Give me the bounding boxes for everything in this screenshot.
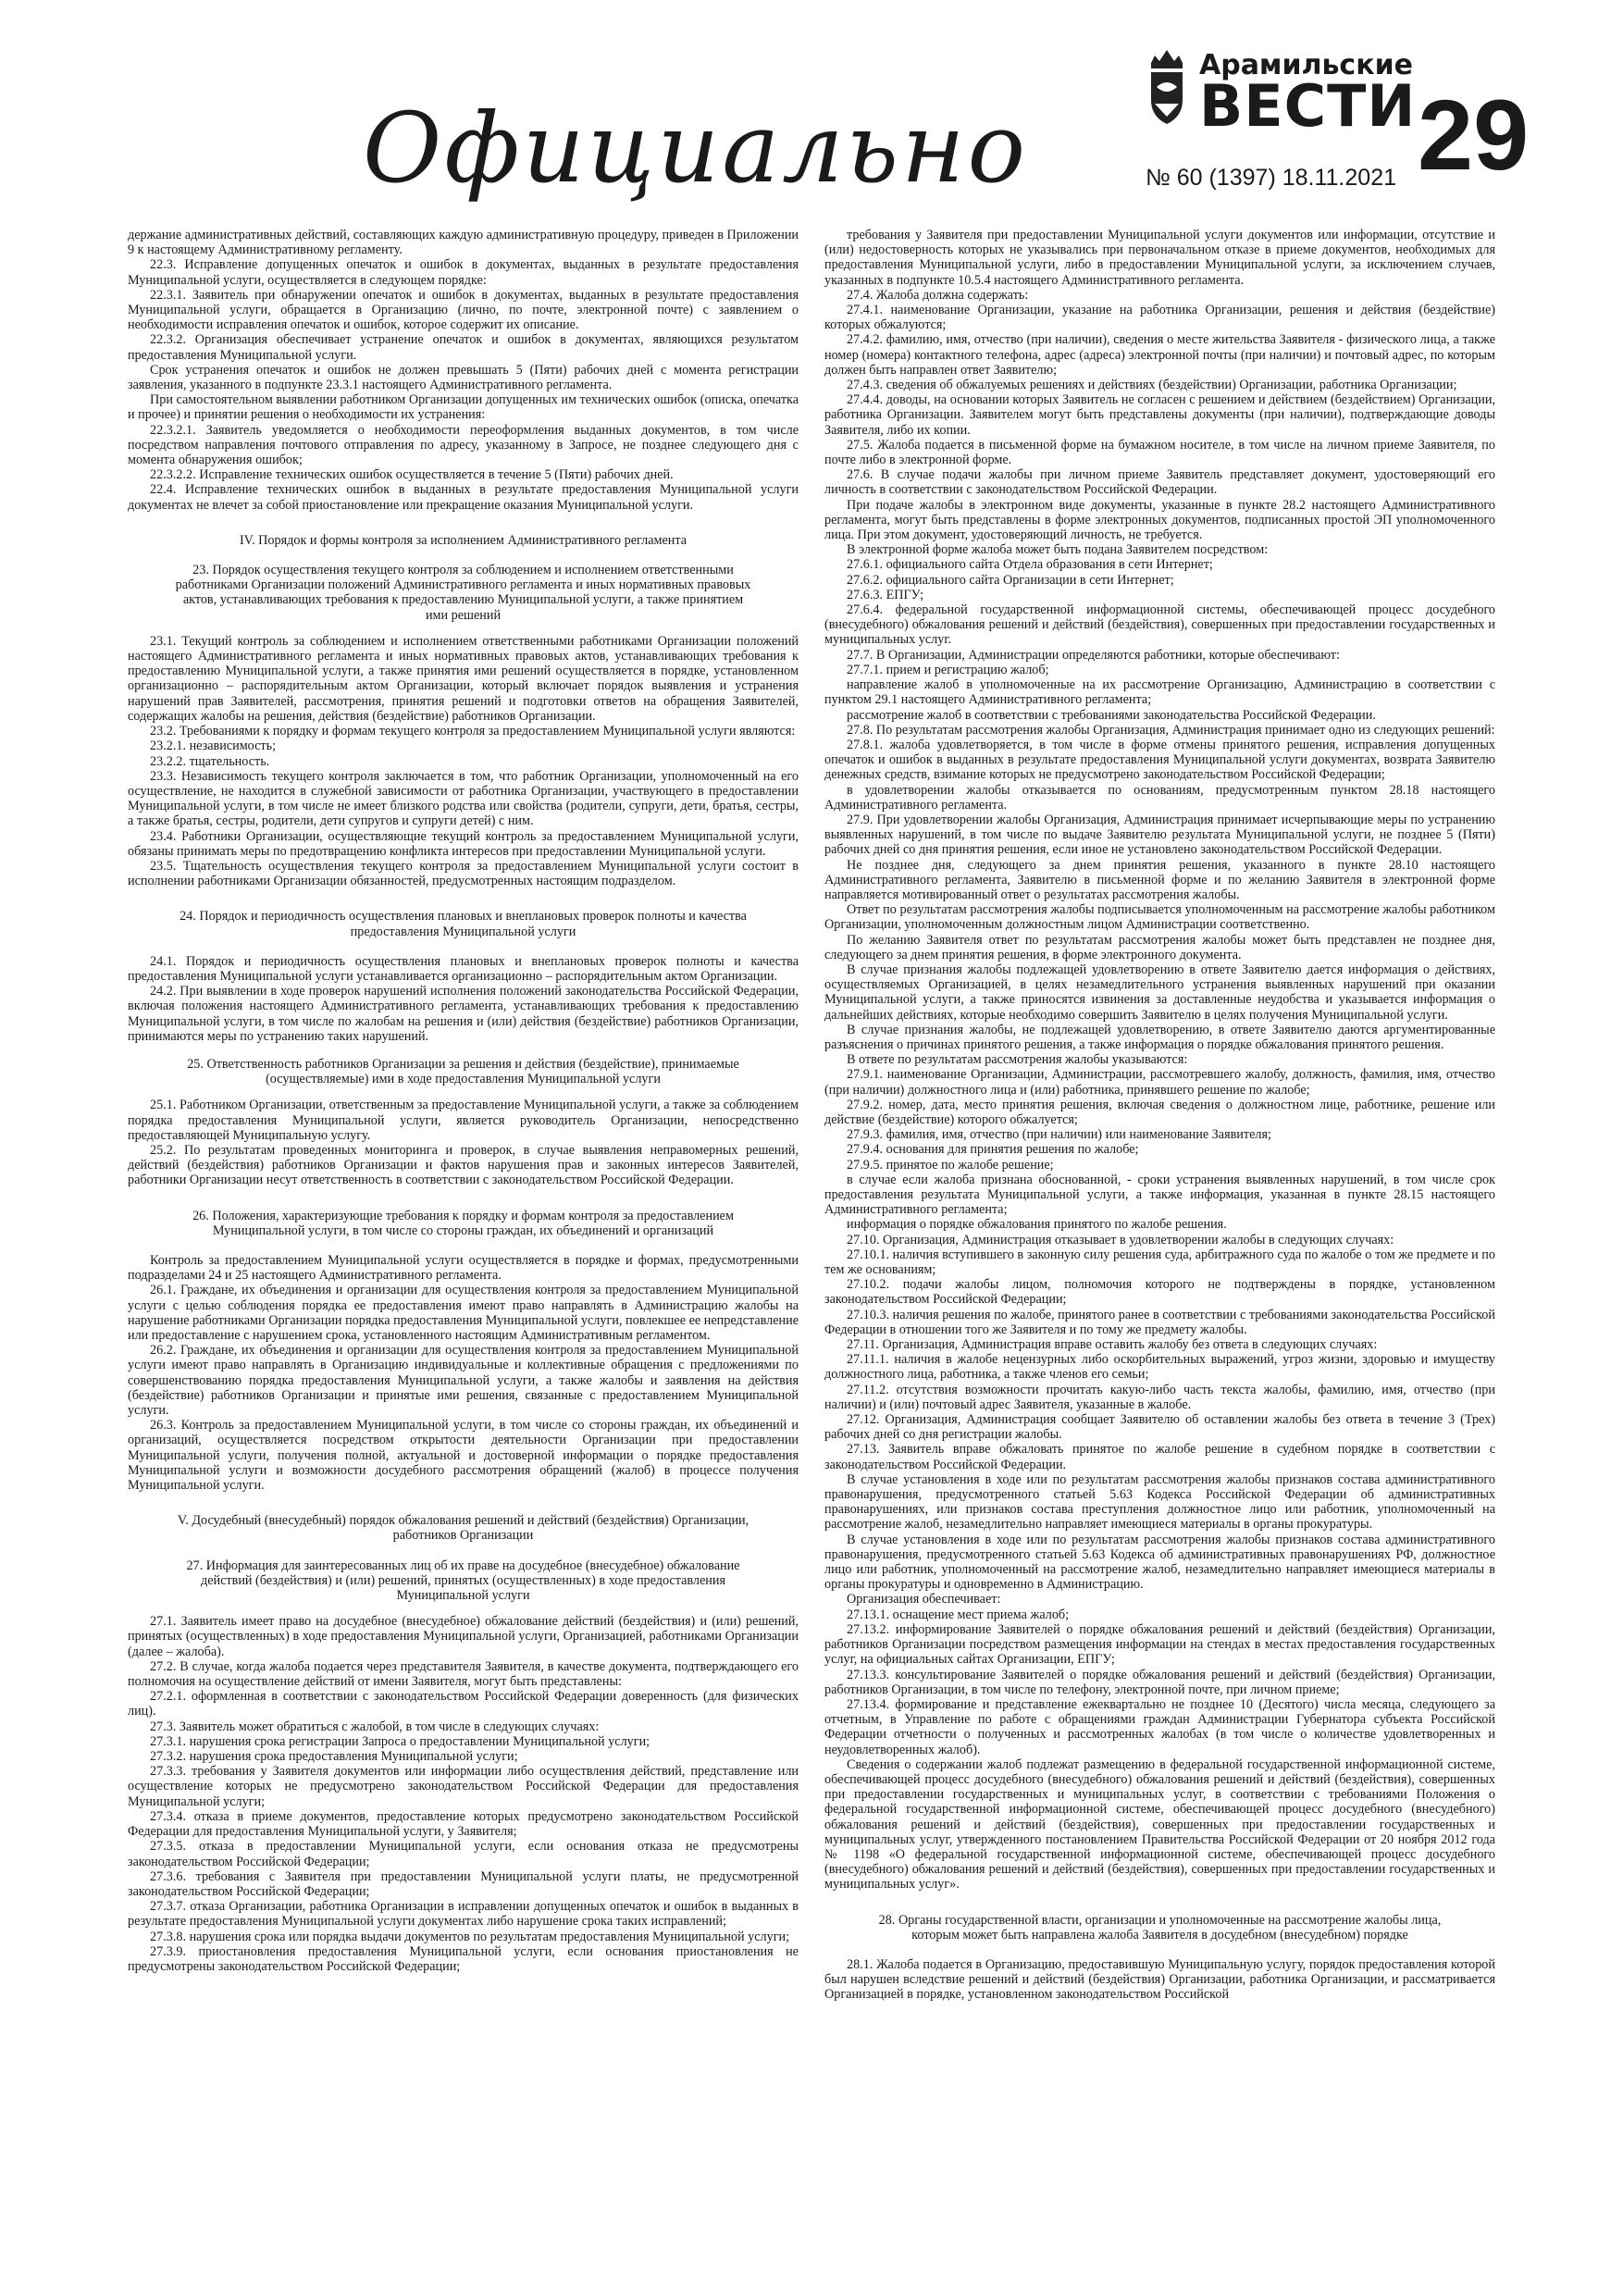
paragraph: 22.4. Исправление технических ошибок в выданных в результате предоставления Муниципальной услуги документах не влечет за собой приостановление или прекращение оказания Муниципальной услуги.: [128, 482, 799, 513]
page-number: 29: [1418, 79, 1530, 191]
paragraph: 27.4.1. наименование Организации, указание на работника Организации, решения и действия (бездействие) которых обжалуются;: [824, 303, 1495, 333]
paragraph: 27.13.2. информирование Заявителей о порядке обжалования решений и действий (бездействия) Организации, работников Организации посредством размещения информации на стендах в местах предоставления государственных услуг, на официальных сайтах Организации, ЕПГУ;: [824, 1621, 1495, 1668]
city-emblem-icon: [1146, 43, 1188, 126]
paragraph: В случае установления в ходе или по результатам рассмотрения жалобы признаков состава административного правонарушения, предусмотренного статьей 5.63 Кодекса об административных правонарушениях РФ, должностное лицо или работник, уполномоченный на рассмотрение жалоб, незамедлительно направляет имеющиеся материалы в органы прокуратуры и одновременно в Администрацию.: [824, 1532, 1495, 1593]
paragraph: 27.9.3. фамилия, имя, отчество (при наличии) или наименование Заявителя;: [847, 1127, 1271, 1143]
paragraph: 27.3.3. требования у Заявителя документов или информации либо осуществления действий, представление или осуществление которых не предусмотрено законодательством Российской Федерации для предоставления Муниципальной услуги;: [128, 1764, 799, 1809]
paragraph: 27.10.3. наличия решения по жалобе, принятого ранее в соответствии с требованиями законодательства Российской Федерации в отношении того же Заявителя и по тому же предмету жалобы.: [824, 1307, 1495, 1337]
paragraph: При подаче жалобы в электронном виде документы, указанные в пункте 28.2 настоящего Административного регламента, могут быть представлены в форме электронных документов, подписанных простой ЭП уполномоченного лица. При этом документ, удостоверяющий личность, не требуется.: [824, 497, 1495, 543]
paragraph: Организация обеспечивает:: [847, 1592, 1001, 1607]
paragraph: 27.9.1. наименование Организации, Администрации, рассмотревшего жалобу, должность, фамилия, имя, отчество (при наличии) должностного лица и (или) работника, принявшего решение по жалобе;: [824, 1067, 1495, 1098]
paragraph: Не позднее дня, следующего за днем принятия решения, указанного в пункте 28.10 настоящего Административного регламента, Заявителю в письменной форме и по желанию Заявителя в электронной форме направляется мотивированный ответ о результатах рассмотрения жалобы.: [824, 857, 1495, 902]
paragraph: Сведения о содержании жалоб подлежат размещению в федеральной государственной информационной системе, обеспечивающей процесс досудебного (внесудебного) обжалования решений и действий (бездействия), совершенных при предоставлении государственных и муниципальных услуг, в соответствии с требованиями Положения о федеральной государственной информационной системе, обеспечивающей процесс досудебного (внесудебного) обжалования решений и действий (бездействия), совершенных при предоставлении государственных и муниципальных услуг, утвержденного постановлением Правительства Российской Федерации от 20 ноября 2012 года № 1198 «О федеральной государственной информационной системе, обеспечивающей процесс досудебного (внесудебного) обжалования решений и действий (бездействия), совершенных при предоставлении государственных и муниципальных услуг».: [824, 1756, 1495, 1893]
paragraph: 27.13. Заявитель вправе обжаловать принятое по жалобе решение в судебном порядке в соответствии с законодательством Российской Федерации.: [824, 1442, 1495, 1472]
paragraph: 27.4.4. доводы, на основании которых Заявитель не согласен с решением и действием (бездействием) Организации, работника Организации. Заявителем могут быть представлены документы (при наличии), подтверждающие доводы Заявителя, либо их копии.: [824, 392, 1495, 438]
paragraph: В случае признания жалобы подлежащей удовлетворению в ответе Заявителю дается информация о действиях, осуществляемых Организацией, в целях незамедлительного устранения выявленных нарушений при оказании Муниципальной услуги, а также приносятся извинения за доставленные неудобства и указывается информация о дальнейших действиях, которые необходимо совершить Заявителю в целях получения Муниципальной услуги.: [824, 962, 1495, 1023]
newspaper-logo: [1146, 35, 1417, 146]
paragraph: 24.2. При выявлении в ходе проверок нарушений исполнения положений законодательства Российской Федерации, включая положения настоящего Административного регламента, устанавливающих требования к предоставлению Муниципальной услуги, в том числе по жалобам на решения и (или) действия (бездействие) работников Организации, принимаются меры по устранению таких нарушений.: [128, 984, 799, 1044]
paragraph: в случае если жалоба признана обоснованной, - сроки устранения выявленных нарушений, в том числе срок предоставления результата Муниципальной услуги, а также информация, указанная в пункте 28.15 настоящего Административного регламента;: [824, 1172, 1495, 1218]
paragraph: 25.1. Работником Организации, ответственным за предоставление Муниципальной услуги, а также за соблюдением порядка предоставления Муниципальной услуги, является руководитель Организации, непосредственно предоставляющей Муниципальную услугу.: [128, 1098, 799, 1143]
paragraph: 27.11. Организация, Администрация вправе оставить жалобу без ответа в следующих случаях:: [847, 1337, 1378, 1353]
paragraph: 27.9. При удовлетворении жалобы Организация, Администрация принимает исчерпывающие меры по устранению выявленных нарушений, в том числе по выдаче Заявителю результата Муниципальной услуги, не позднее 5 (Пяти) рабочих дней со дня принятия решения, если иное не установлено законодательством Российской Федерации.: [824, 812, 1495, 858]
paragraph: 23.5. Тщательность осуществления текущего контроля за предоставлением Муниципальной услуги состоит в исполнении работниками Организации обязанностей, предусмотренных настоящим подразделом.: [128, 858, 799, 889]
brand-name-main: ВЕСТИ: [1199, 72, 1417, 140]
paragraph: В случае признания жалобы, не подлежащей удовлетворению, в ответе Заявителю даются аргументированные разъяснения о причинах принятого решения, а также информация о порядке обжалования принятого решения.: [824, 1022, 1495, 1052]
paragraph: 23.2.1. независимость;: [150, 738, 277, 754]
text-column-left: [128, 228, 799, 2273]
paragraph: 27.3.7. отказа Организации, работника Организации в исправлении допущенных опечаток и ошибок в выданных в результате предоставления Муниципальной услуги документах либо нарушение срока таких исправлений;: [128, 1899, 799, 1930]
section-heading: V. Досудебный (внесудебный) порядок обжалования решений и действий (бездействия) Организации, работников Организации: [177, 1513, 750, 1544]
paragraph: 22.3. Исправление допущенных опечаток и ошибок в документах, выданных в результате предоставления Муниципальной услуги, осуществляется в следующем порядке:: [128, 257, 799, 288]
paragraph: 27.6.4. федеральной государственной информационной системы, обеспечивающей процесс досудебного (внесудебного) обжалования решений и действий (бездействия), совершенных при предоставлении государственных и муниципальных услуг.: [824, 602, 1495, 648]
paragraph: 22.3.2. Организация обеспечивает устранение опечаток и ошибок в документах, являющихся результатом предоставления Муниципальной услуги.: [128, 332, 799, 363]
paragraph: Ответ по результатам рассмотрения жалобы подписывается уполномоченным на рассмотрение жалобы работником Организации, уполномоченным должностным лицом Администрации соответственно.: [824, 902, 1495, 933]
paragraph: 23.2. Требованиями к порядку и формам текущего контроля за предоставлением Муниципальной услуги являются:: [150, 724, 796, 739]
paragraph: В случае установления в ходе или по результатам рассмотрения жалобы признаков состава административного правонарушения, предусмотренного статьей 5.63 Кодекса Российской Федерации об административных правонарушениях, или признаков состава преступления должностное лицо или работник, уполномоченный на рассмотрение жалоб, незамедлительно направляет имеющиеся материалы в органы прокуратуры.: [824, 1471, 1495, 1533]
paragraph: 27.13.1. оснащение мест приема жалоб;: [847, 1607, 1070, 1622]
paragraph: 28.1. Жалоба подается в Организацию, предоставившую Муниципальную услугу, порядок предоставления которой был нарушен вследствие решений и действий (бездействия) Организации, работника Организации, и рассматривается Организацией в порядке, установленном законодательством Российской: [824, 1956, 1495, 2003]
paragraph: 23.3. Независимость текущего контроля заключается в том, что работник Организации, уполномоченный на его осуществление, не находится в служебной зависимости от работника Организации, участвующего в предоставлении Муниципальной услуги, в том числе не имеет близкого родства или свойства (родители, супруги, дети, братья, сестры, а также братья, сестры, родители, дети супругов и супруги детей) с ним.: [128, 768, 799, 829]
paragraph: 24.1. Порядок и периодичность осуществления плановых и внеплановых проверок полноты и качества предоставления Муниципальной услуги устанавливается организационно – распорядительным актом Организации.: [128, 953, 799, 984]
paragraph: держание административных действий, составляющих каждую административную процедуру, приведен в Приложении 9 к настоящему Административному регламенту.: [128, 228, 799, 258]
paragraph: 27.9.2. номер, дата, место принятия решения, включая сведения о должностном лице, работнике, решение или действие (бездействие) которого обжалуется;: [824, 1097, 1495, 1127]
section-heading: 23. Порядок осуществления текущего контроля за соблюдением и исполнением ответственными работниками Организации положений Административного регламента и иных нормативных правовых актов, устанавливающих требования к предоставлению Муниципальной услуги, а также принятием ими решений: [175, 563, 751, 623]
page-header: [0, 0, 1623, 222]
issue-number-date: № 60 (1397) 18.11.2021: [1146, 165, 1396, 191]
paragraph: 27.13.3. консультирование Заявителей о порядке обжалования решений и действий (бездействия) Организации, работников Организации, в том числе по телефону, электронной почте, при личном приеме;: [824, 1667, 1495, 1697]
paragraph: 27.2.1. оформленная в соответствии с законодательством Российской Федерации доверенность (для физических лиц).: [128, 1689, 799, 1719]
section-title: Официально: [363, 92, 1029, 205]
paragraph: 27.7. В Организации, Администрации определяются работники, которые обеспечивают:: [847, 647, 1340, 663]
paragraph: 27.11.2. отсутствия возможности прочитать какую-либо часть текста жалобы, фамилию, имя, отчество (при наличии) и (или) почтовый адрес Заявителя, указанные в жалобе.: [824, 1382, 1495, 1412]
paragraph: 27.3.1. нарушения срока регистрации Запроса о предоставлении Муниципальной услуги;: [150, 1733, 650, 1749]
paragraph: 26.2. Граждане, их объединения и организации для осуществления контроля за предоставлением Муниципальной услуги имеют право направлять в Организацию индивидуальные и коллективные обращения с предложениями по совершенствованию порядка предоставления Муниципальной услуги, а также жалобы и заявления на действия (бездействие) работников Организации и принятые ими решения, связанные с предоставлением Муниципальной услуги.: [128, 1343, 799, 1419]
section-heading: 25. Ответственность работников Организации за решения и действия (бездействие), принимаемые (осуществляемые) ими в ходе предоставления Муниципальной услуги: [187, 1056, 739, 1087]
paragraph: 27.11.1. наличия в жалобе нецензурных либо оскорбительных выражений, угроз жизни, здоровью и имуществу должностного лица, работника, а также членов его семьи;: [824, 1352, 1495, 1383]
paragraph: в удовлетворении жалобы отказывается по основаниям, предусмотренным пунктом 28.18 настоящего Административного регламента.: [824, 782, 1495, 813]
section-heading: 24. Порядок и периодичность осуществления плановых и внеплановых проверок полноты и качества предоставления Муниципальной услуги: [180, 909, 747, 939]
section-heading: IV. Порядок и формы контроля за исполнением Административного регламента: [239, 532, 688, 548]
paragraph: 26.3. Контроль за предоставлением Муниципальной услуги, в том числе со стороны граждан, их объединений и организаций, осуществляется посредством открытости деятельности Организации при предоставлении Муниципальной услуги, получения полной, актуальной и достоверной информации о порядке предоставления Муниципальной услуги и возможности досудебного рассмотрения обращений (жалоб) в процессе получения Муниципальной услуги.: [128, 1418, 799, 1494]
paragraph: 27.3. Заявитель может обратиться с жалобой, в том числе в следующих случаях:: [150, 1719, 600, 1734]
paragraph: 27.4. Жалоба должна содержать:: [847, 287, 1029, 303]
paragraph: 27.5. Жалоба подается в письменной форме на бумажном носителе, в том числе на личном приеме Заявителя, по почте либо в электронной форме.: [824, 437, 1495, 468]
paragraph: 27.9.5. принятое по жалобе решение;: [847, 1157, 1054, 1173]
paragraph: 27.1. Заявитель имеет право на досудебное (внесудебное) обжалование действий (бездействия) и (или) решений, принятых (осуществленных) в ходе предоставления Муниципальной услуги, Организацией, работниками Организации (далее – жалоба).: [128, 1614, 799, 1659]
paragraph: 27.4.3. сведения об обжалуемых решениях и действиях (бездействии) Организации, работника Организации;: [847, 378, 1457, 393]
paragraph: 22.3.1. Заявитель при обнаружении опечаток и ошибок в документах, выданных в результате предоставления Муниципальной услуги, обращается в Организацию (лично, по почте, электронной почте) с заявлением о необходимости исправления опечаток и ошибок, которое содержит их описание.: [128, 287, 799, 333]
paragraph: В ответе по результатам рассмотрения жалобы указываются:: [847, 1052, 1188, 1068]
paragraph: 27.12. Организация, Администрация сообщает Заявителю об оставлении жалобы без ответа в течение 3 (Трех) рабочих дней со дня регистрации жалобы.: [824, 1412, 1495, 1443]
paragraph: 27.13.4. формирование и представление ежеквартально не позднее 10 (Десятого) числа месяца, следующего за отчетным, в Управление по работе с обращениями граждан Администрации Губернатора субъекта Российской Федерации отчетности о полученных и рассмотренных жалобах (в том числе о количестве удовлетворенных и неудовлетворенных жалоб).: [824, 1696, 1495, 1757]
paragraph: 27.9.4. основания для принятия решения по жалобе;: [847, 1142, 1139, 1158]
paragraph: При самостоятельном выявлении работником Организации допущенных им технических ошибок (описка, опечатка и прочее) и принятии решения о необходимости их устранения:: [128, 392, 799, 423]
section-heading: 27. Информация для заинтересованных лиц об их праве на досудебное (внесудебное) обжалование действий (бездействия) и (или) решений, принятых (осуществленных) в ходе предоставления Муниципальной услуги: [186, 1558, 740, 1604]
paragraph: 27.6.1. официального сайта Отдела образования в сети Интернет;: [847, 557, 1213, 573]
paragraph: 27.3.5. отказа в предоставлении Муниципальной услуги, если основания отказа не предусмотрены законодательством Российской Федерации;: [128, 1839, 799, 1869]
paragraph: 27.6.2. официального сайта Организации в сети Интернет;: [847, 572, 1174, 588]
paragraph: рассмотрение жалоб в соответствии с требованиями законодательства Российской Федерации.: [847, 707, 1376, 723]
paragraph: требования у Заявителя при предоставлении Муниципальной услуги документов или информации, отсутствие и (или) недостоверность которых не указывались при первоначальном отказе в приеме документов, необходимых для предоставления Муниципальной услуги, либо в предоставлении Муниципальной услуги, за исключением случаев, указанных в подпункте 10.5.4 настоящего Административного регламента.: [824, 228, 1495, 288]
paragraph: 27.3.2. нарушения срока предоставления Муниципальной услуги;: [150, 1749, 518, 1765]
paragraph: Контроль за предоставлением Муниципальной услуги осуществляется в порядке и формах, предусмотренными подразделами 24 и 25 настоящего Административного регламента.: [128, 1252, 799, 1284]
paragraph: 27.8. По результатам рассмотрения жалобы Организация, Администрация принимает одно из следующих решений:: [847, 722, 1495, 738]
paragraph: 27.8.1. жалоба удовлетворяется, в том числе в форме отмены принятого решения, исправления допущенных опечаток и ошибок в выданных в результате предоставления Муниципальной услуги документах, возврата Заявителю денежных средств, взимание которых не предусмотрено законодательством Российской Федерации;: [824, 737, 1495, 783]
article-body: [128, 228, 1495, 2273]
paragraph: 27.4.2. фамилию, имя, отчество (при наличии), сведения о месте жительства Заявителя - физического лица, а также номер (номера) контактного телефона, адрес (адреса) электронной почты (при наличии) и почтовый адрес, по которым должен быть направлен ответ Заявителю;: [824, 332, 1495, 378]
brand-name-top: Арамильские: [1199, 49, 1413, 81]
paragraph: 23.1. Текущий контроль за соблюдением и исполнением ответственными работниками Организации положений настоящего Административного регламента и иных нормативных правовых актов, устанавливающих требования к предоставлению Муниципальной услуги, а также принятия ими решений осуществляется в порядке, установленном организационно – распорядительным актом Организации, который включает порядок выявления и устранения нарушений прав Заявителей, рассмотрения, принятия решений и подготовки ответов на обращения Заявителей, содержащих жалобы на решения, действия (бездействие) работников Организации.: [128, 633, 799, 724]
paragraph: 23.4. Работники Организации, осуществляющие текущий контроль за предоставлением Муниципальной услуги, обязаны принимать меры по предотвращению конфликта интересов при предоставлении Муниципальной услуги.: [128, 828, 799, 859]
paragraph: 27.3.4. отказа в приеме документов, предоставление которых предусмотрено законодательством Российской Федерации для предоставления Муниципальной услуги, у Заявителя;: [128, 1808, 799, 1840]
paragraph: 23.2.2. тщательность.: [150, 753, 270, 769]
paragraph: 27.7.1. прием и регистрацию жалоб;: [847, 662, 1049, 677]
paragraph: В электронной форме жалоба может быть подана Заявителем посредством:: [847, 542, 1269, 558]
paragraph: 27.2. В случае, когда жалоба подается через представителя Заявителя, в качестве документа, подтверждающего его полномочия на осуществление действий от имени Заявителя, могут быть представлены:: [128, 1658, 799, 1690]
section-heading: 28. Органы государственной власти, организации и уполномоченные на рассмотрение жалобы лица, которым может быть направлена жалоба Заявителя в досудебном (внесудебном) порядке: [878, 1912, 1442, 1942]
paragraph: 27.3.6. требования с Заявителя при предоставлении Муниципальной услуги платы, не предусмотренной законодательством Российской Федерации;: [128, 1868, 799, 1899]
paragraph: информация о порядке обжалования принятого по жалобе решения.: [847, 1217, 1227, 1233]
paragraph: 25.2. По результатам проведенных мониторинга и проверок, в случае выявления неправомерных решений, действий (бездействия) работников Организации и фактов нарушения прав и законных интересов Заявителей, работники Организации несут ответственность в соответствии с законодательством Российской Федерации.: [128, 1142, 799, 1188]
paragraph: направление жалоб в уполномоченные на их рассмотрение Организацию, Администрацию в соответствии с пунктом 29.1 настоящего Административного регламента;: [824, 677, 1495, 708]
paragraph: 27.10.1. наличия вступившего в законную силу решения суда, арбитражного суда по жалобе о том же предмете и по тем же основаниям;: [824, 1247, 1495, 1278]
paragraph: 27.6. В случае подачи жалобы при личном приеме Заявитель представляет документ, удостоверяющий его личность в соответствии с законодательством Российской Федерации.: [824, 467, 1495, 498]
paragraph: 27.3.8. нарушения срока или порядка выдачи документов по результатам предоставления Муниципальной услуги;: [150, 1929, 790, 1944]
text-column-right: [824, 228, 1495, 2273]
paragraph: 22.3.2.1. Заявитель уведомляется о необходимости переоформления выданных документов, в том числе посредством направления почтового отправления по адресу, указанному в Запросе, не позднее следующего дня с момента обнаружения ошибок;: [128, 422, 799, 468]
paragraph: 27.3.9. приостановления предоставления Муниципальной услуги, если основания приостановления не предусмотрены законодательством Российской Федерации;: [128, 1943, 799, 1974]
paragraph: 27.10.2. подачи жалобы лицом, полномочия которого не подтверждены в порядке, установленном законодательством Российской Федерации;: [824, 1277, 1495, 1308]
paragraph: По желанию Заявителя ответ по результатам рассмотрения жалобы может быть представлен не позднее дня, следующего за днем принятия решения, в форме электронного документа.: [824, 932, 1495, 962]
paragraph: Срок устранения опечаток и ошибок не должен превышать 5 (Пяти) рабочих дней с момента регистрации заявления, указанного в подпункте 23.3.1 настоящего Административного регламента.: [128, 362, 799, 393]
section-heading: 26. Положения, характеризующие требования к порядку и формам контроля за предоставлением Муниципальной услуги, в том числе со стороны граждан, их объединений и организаций: [192, 1208, 734, 1238]
paragraph: 26.1. Граждане, их объединения и организации для осуществления контроля за предоставлением Муниципальной услуги с целью соблюдения порядка ее предоставления имеют право направлять в Администрацию жалобы на нарушение работниками Организации порядка предоставления Муниципальной услуги, повлекшее ее непредставление или предоставление с нарушением срока, установленного настоящим Административным регламентом.: [128, 1283, 799, 1343]
paragraph: 27.6.3. ЕПГУ;: [847, 587, 924, 602]
paragraph: 27.10. Организация, Администрация отказывает в удовлетворении жалобы в следующих случаях:: [847, 1232, 1394, 1247]
paragraph: 22.3.2.2. Исправление технических ошибок осуществляется в течение 5 (Пяти) рабочих дней.: [150, 467, 674, 483]
